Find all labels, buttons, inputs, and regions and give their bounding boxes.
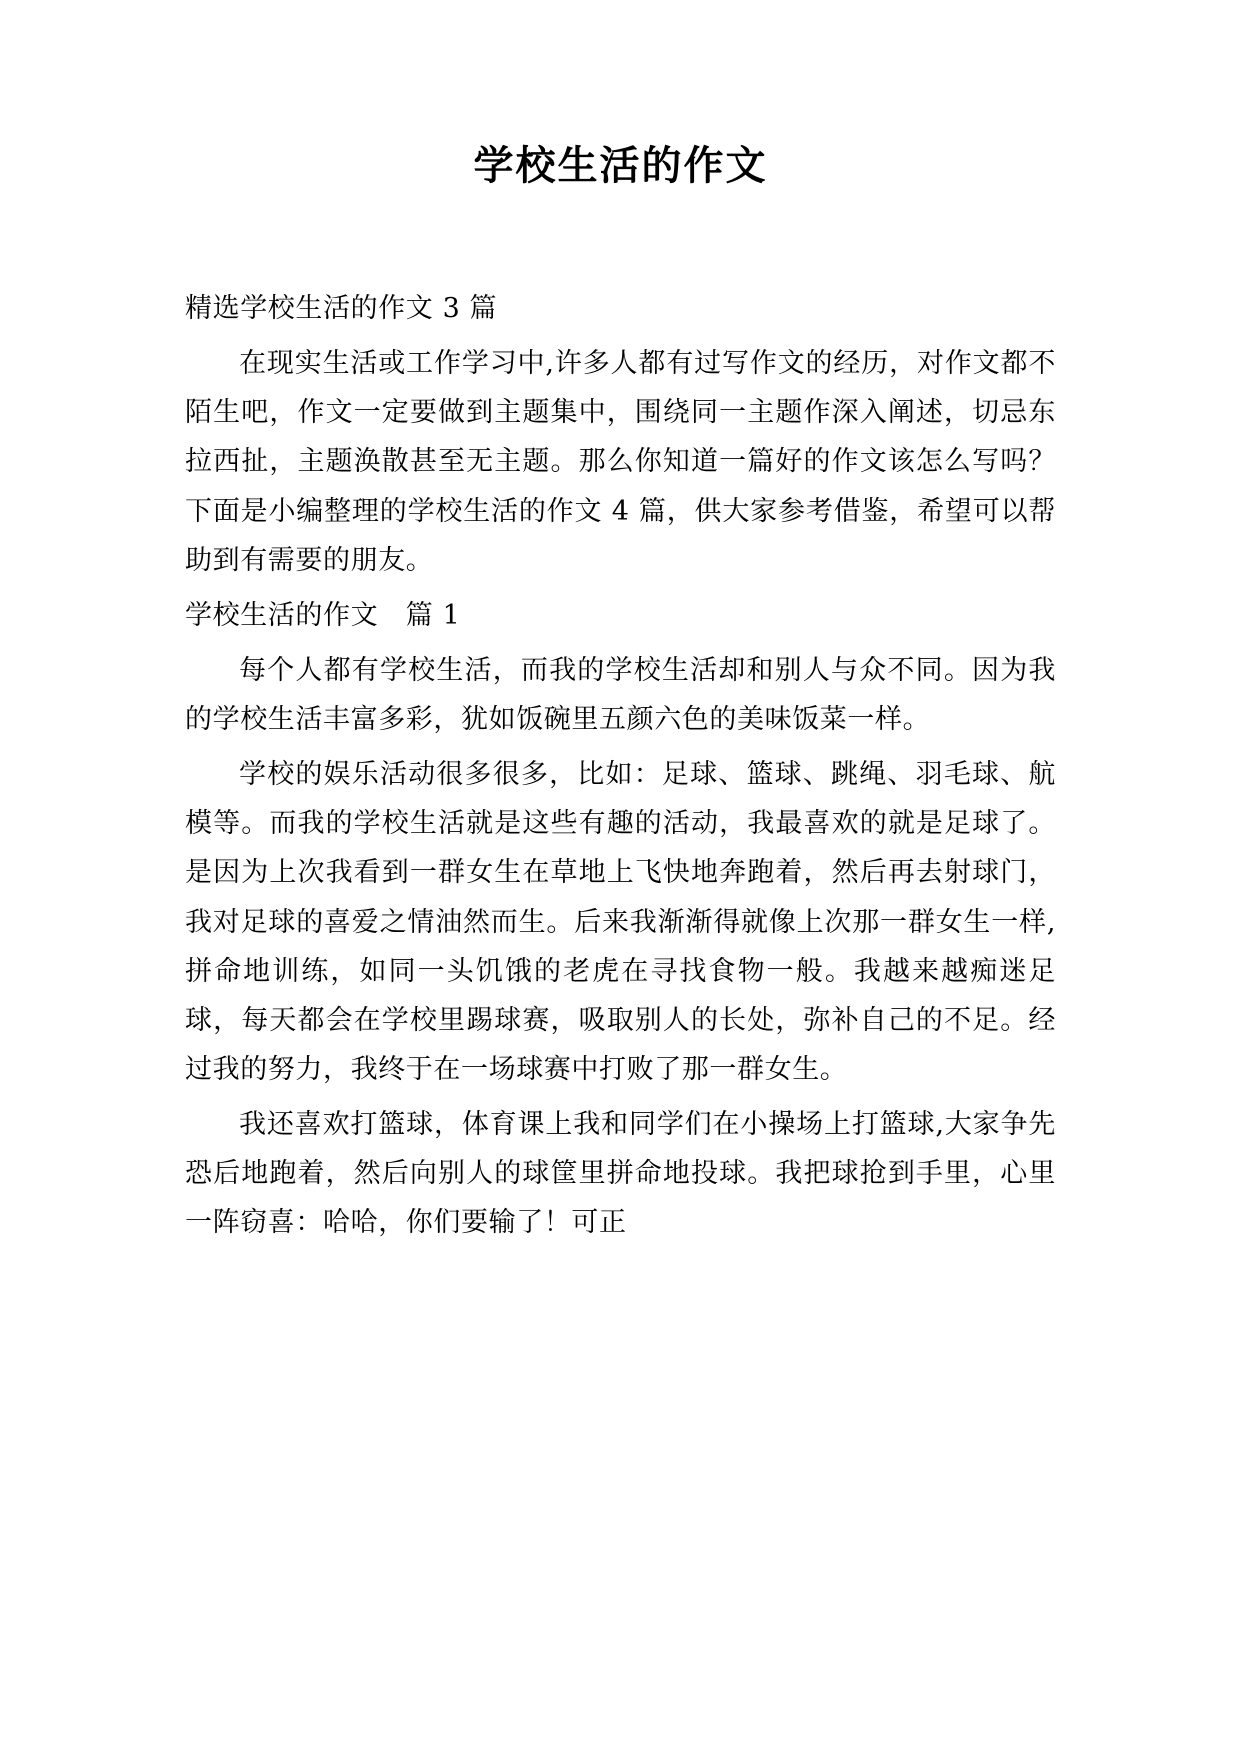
paragraph-3: 我还喜欢打篮球，体育课上我和同学们在小操场上打篮球,大家争先恐后地跑着，然后向别人的球筐里拼命地投球。我把球抢到手里，心里一阵窃喜：哈哈，你们要输了！可正 [185,1109,1056,1239]
page-title: 学校生活的作文 [473,142,768,189]
paragraph-2: 学校的娱乐活动很多很多，比如：足球、篮球、跳绳、羽毛球、航模等。而我的学校生活就是这些有趣的活动，我最喜欢的就是足球了。是因为上次我看到一群女生在草地上飞快地奔跑着，然后再去射球门，我对足球的喜爱之情油然而生。后来我渐渐得就像上次那一群女生一样,拼命地训练，如同一头饥饿的老虎在寻找食物一般。我越来越痴迷足球，每天都会在学校里踢球赛，吸取别人的长处，弥补自己的不足。经过我的努力，我终于在一场球赛中打败了那一群女生。 [185,759,1056,1085]
section-heading-1: 学校生活的作文 篇 1 [185,599,461,631]
paragraph-1: 每个人都有学校生活，而我的学校生活却和别人与众不同。因为我的学校生活丰富多彩，犹如饭碗里五颜六色的美味饭菜一样。 [185,654,1056,735]
document-body [185,284,1056,1247]
document-subtitle: 精选学校生活的作文 3 篇 [185,293,498,324]
paragraph-intro: 在现实生活或工作学习中,许多人都有过写作文的经历，对作文都不陌生吧，作文一定要做到主题集中，围绕同一主题作深入阐述，切忌东拉西扯，主题涣散甚至无主题。那么你知道一篇好的作文该怎么写吗？下面是小编整理的学校生活的作文 4 篇，供大家参考借鉴，希望可以帮助到有需要的朋友。 [185,348,1056,576]
